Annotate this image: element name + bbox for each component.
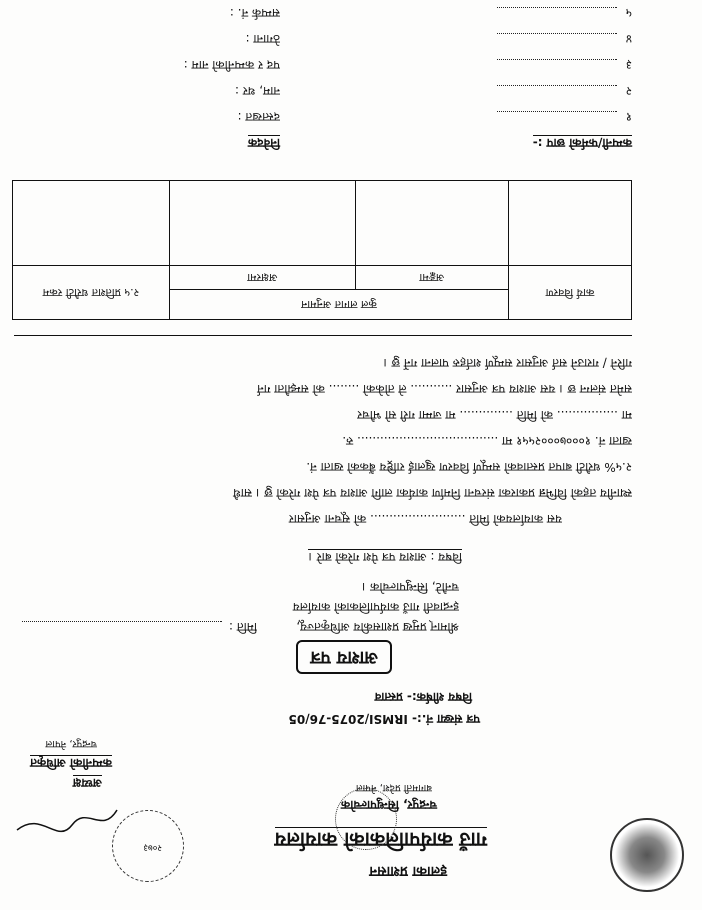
table-cell	[13, 181, 170, 266]
table-header-deposit: २.५ प्रतिशत धरौटी रकम	[13, 266, 170, 320]
district-name: इलाका प्रशासन	[369, 863, 447, 879]
office-name: गाउँ कार्यपालिकाको कार्यालय	[274, 828, 487, 852]
list-blank-3	[497, 59, 617, 60]
list-blank-1	[497, 111, 617, 112]
body-paragraph-3: २.५% धरौटी बापत प्रस्तावको सम्पूर्ण विवरण खुलाई राष्ट्रिय बैंकको खाता नं.	[306, 460, 632, 474]
subject-line: विषय : आशय पत्र पेश गरेको बारे ।	[308, 550, 462, 564]
company-stamp-label: कम्पनी/फर्मको छाप :-	[532, 136, 632, 150]
body-paragraph-4: खाता नं. १०००७०००२५५१ मा ..................................... रु.	[342, 434, 632, 448]
date-label: मिति :	[228, 620, 257, 634]
table-header-work: कार्य विवरण	[509, 266, 632, 320]
body-paragraph-1: यस कार्यालयको मिति ......................... को सूचना अनुसार	[288, 512, 562, 526]
subject-heading: विषय शीर्षक:- प्रस्ताव	[374, 690, 472, 704]
body-paragraph-7: गरिने / गराउने सर्त अनुसार सम्पूर्ण शर्तहरु पालना गर्ने छु ।	[383, 356, 632, 370]
list-blank-2	[497, 85, 617, 86]
table-cell	[509, 181, 632, 266]
list-item-5: ५	[625, 6, 632, 20]
body-paragraph-2: स्थानीय तहको विभिन्न प्रकारका संरचना निर्माण कार्यका लागि आशय पत्र पेश गरेको छु । साथै	[233, 486, 632, 500]
list-item-2: २	[625, 84, 632, 98]
addressee-line2: इन्द्रावती गाउँ कार्यपालिकाको कार्यालय	[292, 600, 459, 614]
government-emblem-icon	[610, 818, 684, 892]
signatory-name: कम्पनीको अधिकृत	[30, 756, 112, 770]
signatory-place: चन्द्रपुर, नेपाल	[45, 738, 97, 749]
addressee-line3: चनौटे, सिन्धुपाल्चोक ।	[361, 580, 459, 594]
contact-label: सम्पर्क नं. :	[229, 6, 280, 20]
table-subheader-figures: अङ्कमा	[355, 266, 508, 290]
table-subheader-words: अक्षरमा	[170, 266, 356, 290]
document-title: आशय पत्र	[296, 640, 392, 674]
address-label: ठेगाना :	[245, 32, 280, 46]
list-blank-5	[497, 7, 617, 8]
table-header-cost: कुल लागत अनुमान	[170, 290, 509, 320]
province-line: बागमती प्रदेश, नेपाल	[355, 782, 432, 793]
body-paragraph-5: मा ................ को मिति .............. मा जम्मा गरी सो भौचर	[357, 408, 632, 422]
section-divider	[14, 335, 632, 336]
office-round-stamp-icon	[335, 788, 397, 850]
signature-label: दस्तखत :	[237, 110, 280, 124]
addressee-line1: श्रीमान् प्रमुख प्रशासकीय अधिकृतज्यू,	[296, 620, 459, 634]
table-cell	[170, 181, 356, 266]
list-blank-4	[497, 33, 617, 34]
position-label: पद र कम्पनीको नाम :	[183, 58, 280, 72]
office-address: चन्द्रपुर, सिन्धुपाल्चोक	[341, 798, 437, 812]
cost-table	[12, 180, 632, 320]
date-blank	[22, 621, 222, 622]
list-item-4: ४	[625, 32, 632, 46]
reference-number: पत्र संख्या नं.:- IRMSI/2075-76/05	[288, 712, 480, 726]
list-item-3: ३	[625, 58, 632, 72]
handwritten-signature-icon	[12, 800, 122, 840]
signatory-title: अध्यक्ष	[72, 776, 102, 790]
table-cell	[355, 181, 508, 266]
list-item-1: १	[625, 110, 632, 124]
body-paragraph-6: समेत संलग्न छ । यस आशय पत्र अनुसार ........... ले तोकेको ........ को सम्झौता गर्न	[257, 382, 632, 396]
seal-year: २०७३	[143, 842, 162, 852]
applicant-label: निवेदक	[247, 136, 280, 150]
name-label: नाम, थर :	[234, 84, 280, 98]
